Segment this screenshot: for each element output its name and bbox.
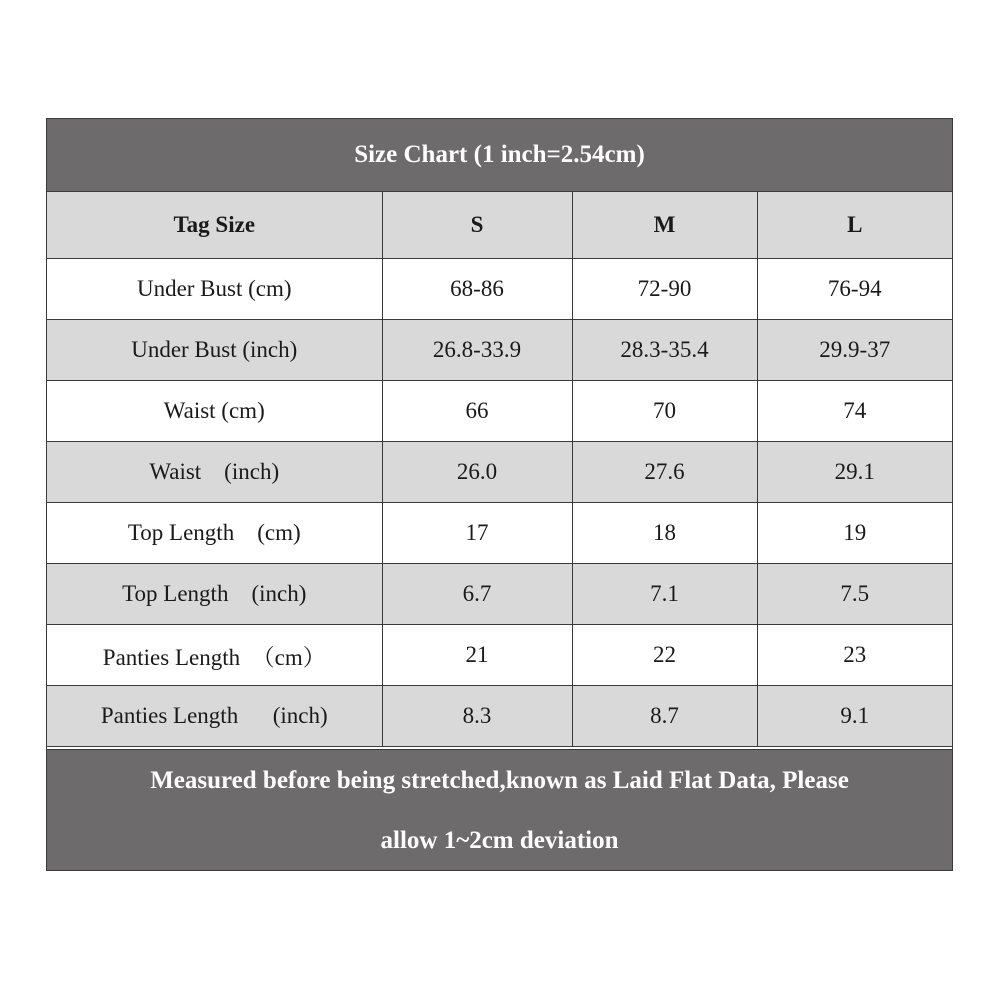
cell-l: 9.1 [757,686,952,747]
table-row [47,442,952,503]
row-label: Top Length (cm) [47,503,382,564]
cell-m: 27.6 [572,442,757,503]
cell-l: 29.1 [757,442,952,503]
cell-s: 6.7 [382,564,572,625]
row-label: Waist (cm) [47,381,382,442]
cell-s: 21 [382,625,572,686]
cell-s: 26.8-33.9 [382,320,572,381]
row-label: Top Length (inch) [47,564,382,625]
cell-s: 26.0 [382,442,572,503]
cell-m: 18 [572,503,757,564]
header-size-m: M [572,192,757,259]
header-row [47,192,952,259]
note-line-2: allow 1~2cm deviation [380,827,619,854]
note-line-1: Measured before being stretched,known as Laid Flat Data, Please [150,767,849,794]
cell-m: 70 [572,381,757,442]
table-row [47,259,952,320]
cell-m: 8.7 [572,686,757,747]
header-size-s: S [382,192,572,259]
cell-l: 74 [757,381,952,442]
chart-title: Size Chart (1 inch=2.54cm) [47,119,952,192]
table-row [47,686,952,747]
cell-l: 29.9-37 [757,320,952,381]
header-size-l: L [757,192,952,259]
row-label: Under Bust (inch) [47,320,382,381]
cell-m: 72-90 [572,259,757,320]
cell-m: 7.1 [572,564,757,625]
row-label: Panties Length (inch) [47,686,382,747]
table-row [47,381,952,442]
size-table [47,192,952,747]
table-row [47,320,952,381]
measurement-note [47,749,952,870]
size-chart [46,118,953,871]
cell-s: 17 [382,503,572,564]
row-label: Panties Length （cm） [47,625,382,686]
cell-l: 7.5 [757,564,952,625]
cell-s: 8.3 [382,686,572,747]
row-label: Waist (inch) [47,442,382,503]
cell-s: 66 [382,381,572,442]
row-label: Under Bust (cm) [47,259,382,320]
table-row [47,503,952,564]
cell-m: 28.3-35.4 [572,320,757,381]
header-tag-size: Tag Size [47,192,382,259]
cell-l: 76-94 [757,259,952,320]
table-row [47,625,952,686]
cell-m: 22 [572,625,757,686]
cell-l: 19 [757,503,952,564]
cell-l: 23 [757,625,952,686]
cell-s: 68-86 [382,259,572,320]
table-row [47,564,952,625]
